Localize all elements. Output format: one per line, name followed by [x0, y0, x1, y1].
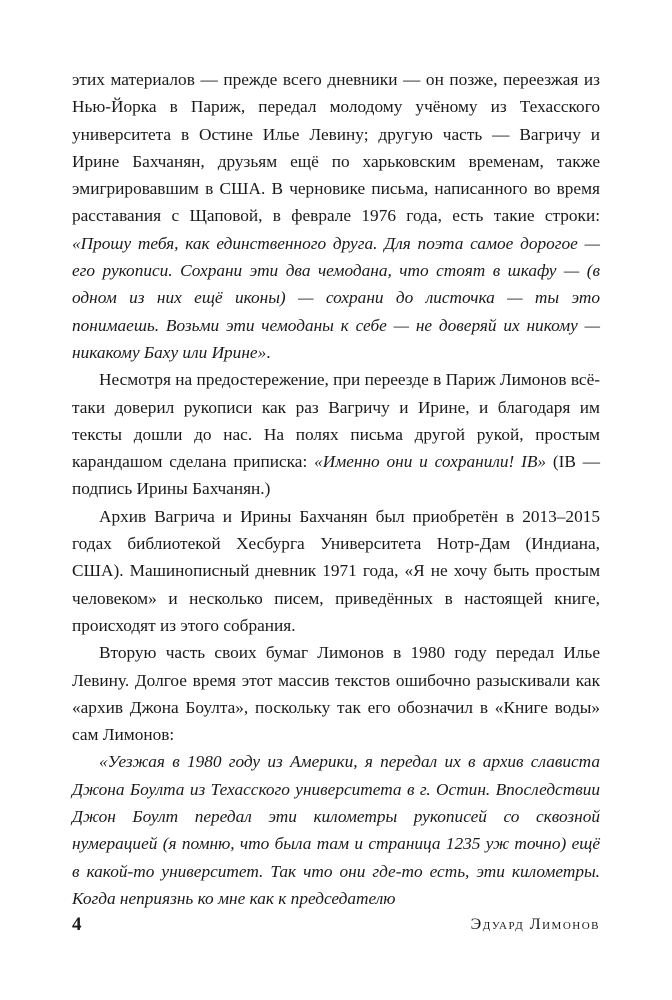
paragraph-1-end: . [266, 342, 271, 362]
quote-letter-excerpt: «Прошу тебя, как единственного друга. Для поэта самое дорогое — его рукописи. Сохрани эти два чемодана, что стоят в шкафу — (в одном из них ещё иконы) — сохрани до листочка — ты это понимаешь. Возьми эти чемоданы к себе — не доверяй их никому — никакому Баху или Ирине» [72, 233, 600, 362]
running-head-author: Эдуард Лимонов [470, 916, 600, 933]
quote-margin-note: «Именно они и сохранили! IB» [314, 452, 547, 472]
paragraph-2 [72, 366, 600, 502]
body-text [72, 66, 600, 912]
paragraph-1 [72, 66, 600, 366]
paragraph-2-text: Несмотря на предостережение, при переезде в Париж Лимонов всё-таки доверил рукописи как раз Вагричу и Ирине, и благодаря им тексты дошли до нас. На полях письма другой рукой, простым карандашом сделана приписка: [72, 370, 600, 472]
paragraph-3-text: Архив Вагрича и Ирины Бахчанян был приобретён в 2013–2015 годах библиотекой Хесбурга Университета Нотр-Дам (Индиана, США). Машинописный дневник 1971 года, «Я не хочу быть простым человеком» и несколько писем, приведённых в настоящей книге, происходят из этого собрания. [72, 506, 600, 635]
page-number: 4 [72, 914, 82, 935]
paragraph-3 [72, 503, 600, 639]
paragraph-5-quote [72, 748, 600, 912]
paragraph-1-text: этих материалов — прежде всего дневники — он позже, переезжая из Нью-Йорка в Париж, передал молодому учёному из Техасского университета в Остине Илье Левину; другую часть — Вагричу и Ирине Бахчанян, друзьям ещё по харьковским временам, также эмигрировавшим в США. В черновике письма, написанного во время расставания с Щаповой, в феврале 1976 года, есть такие строки: [72, 70, 600, 226]
page-footer [72, 912, 600, 938]
paragraph-2-end: (IB — подпись Ирины Бахчанян.) [72, 452, 600, 499]
quote-book-of-water: «Уезжая в 1980 году из Америки, я передал их в архив слависта Джона Боулта из Техасского университета в г. Остин. Впоследствии Джон Боулт передал эти километры рукописей со сквозной нумерацией (я помню, что была там и страница 1235 уж точно) ещё в какой-то университет. Так что они где-то есть, эти километры. Когда неприязнь ко мне как к председателю [72, 752, 600, 908]
paragraph-4-text: Вторую часть своих бумаг Лимонов в 1980 году передал Илье Левину. Долгое время этот массив текстов ошибочно разыскивали как «архив Джона Боулта», поскольку так его обозначил в «Книге воды» сам Лимонов: [72, 643, 600, 745]
paragraph-4 [72, 639, 600, 748]
